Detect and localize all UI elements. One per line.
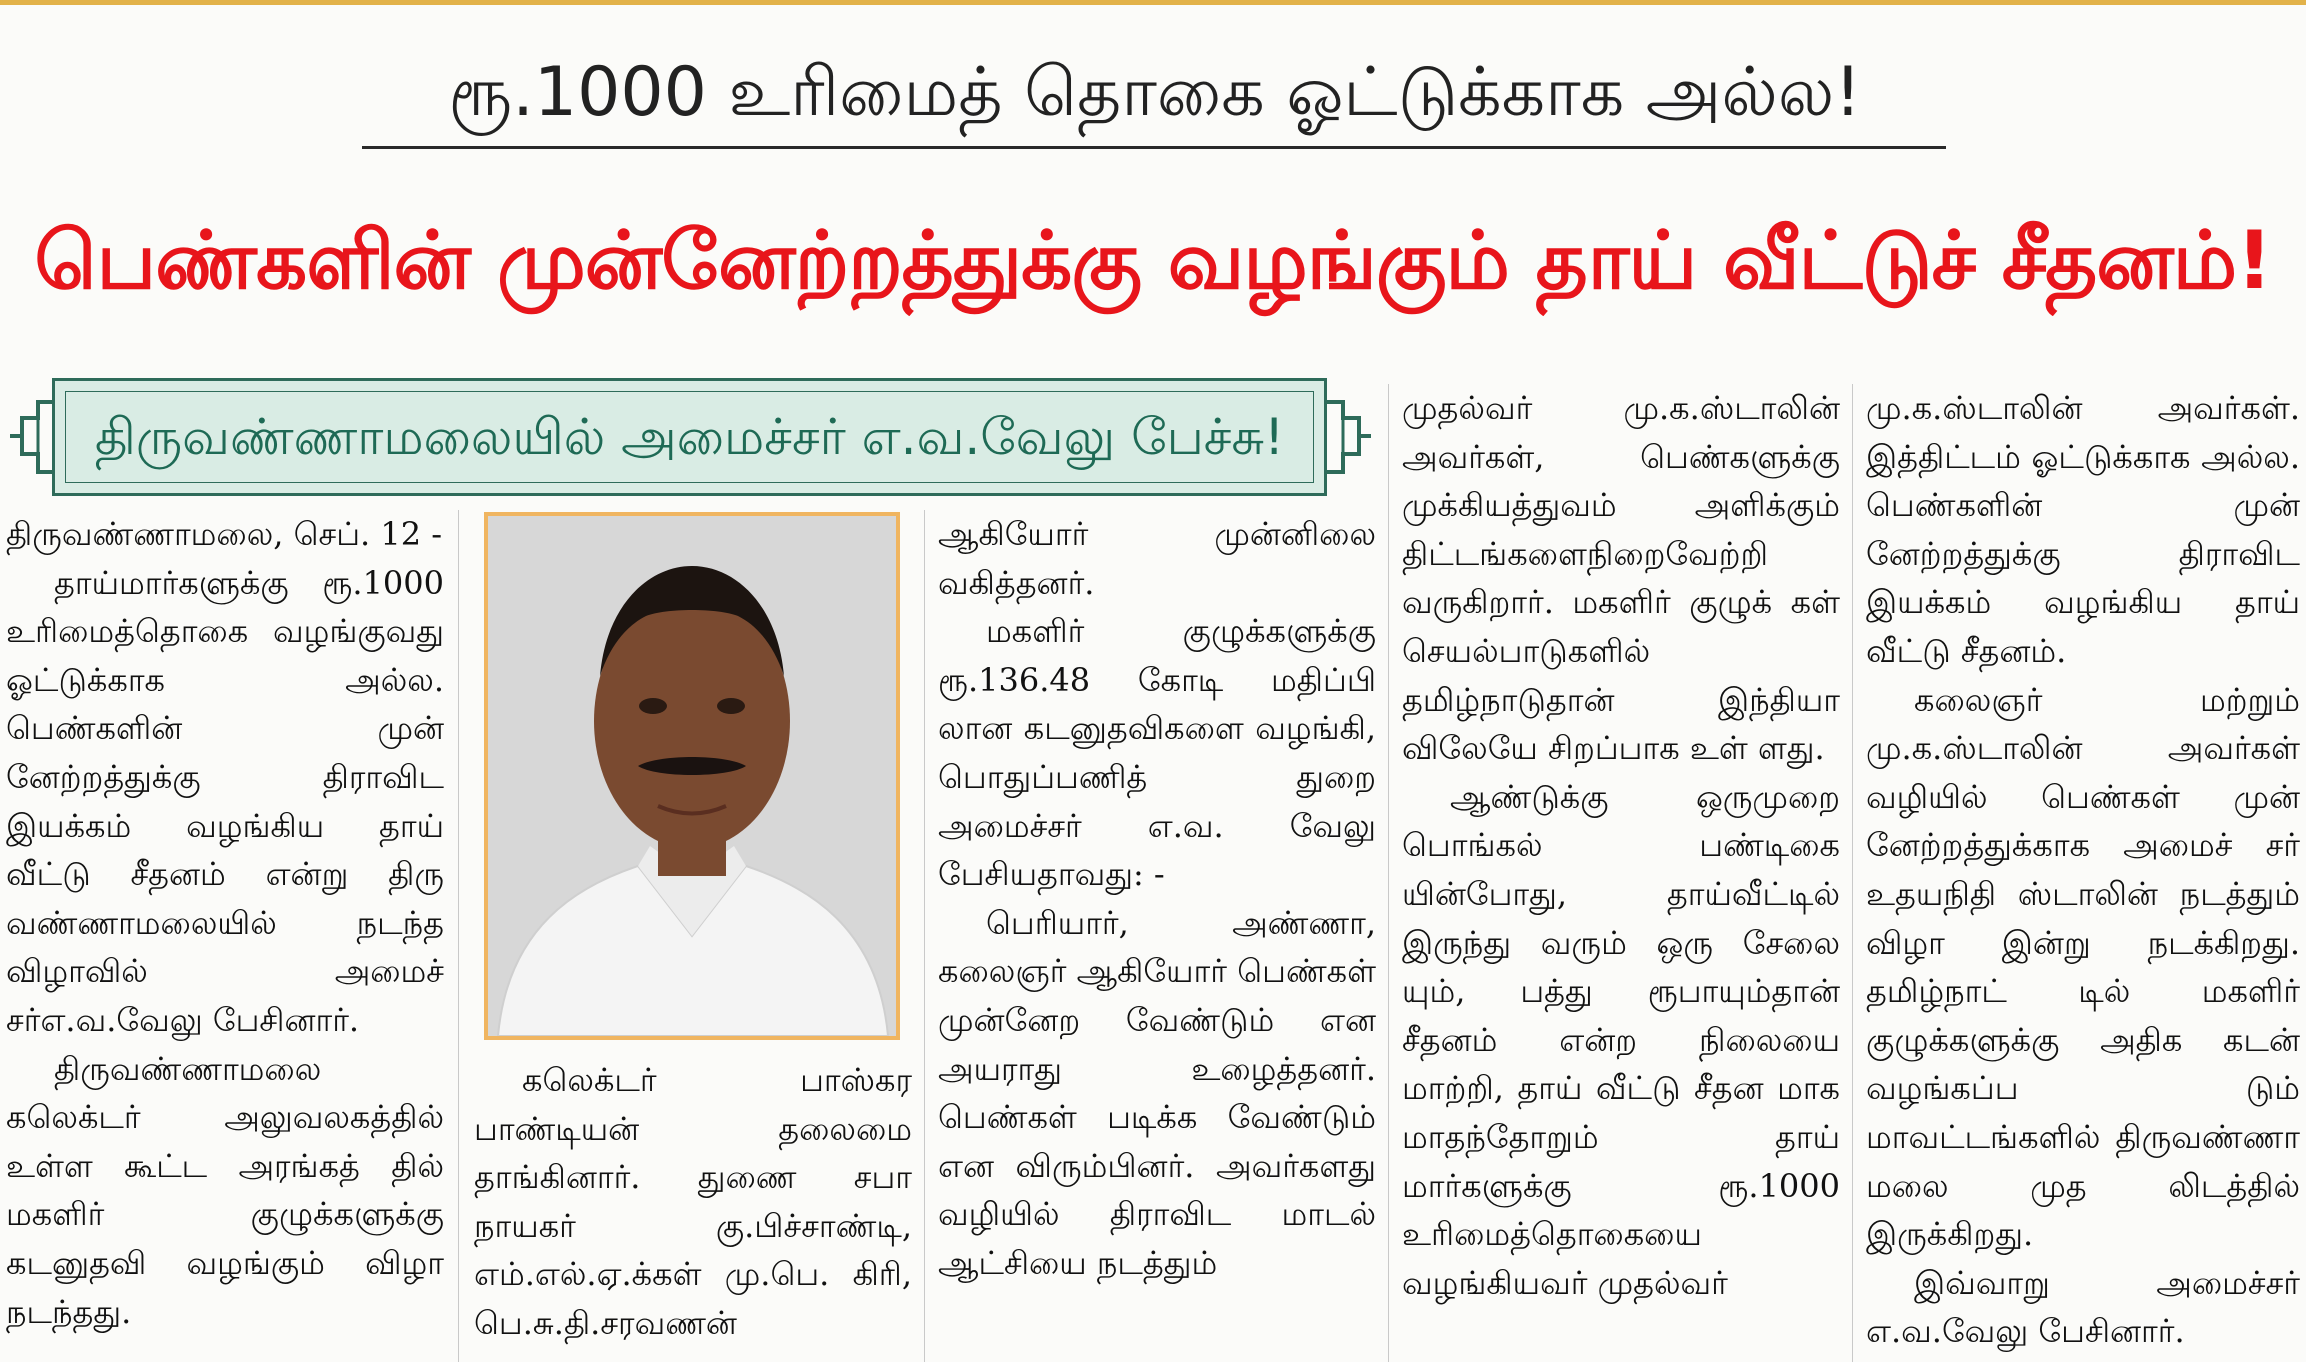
main-headline: பெண்களின் முன்னேற்றத்துக்கு வழங்கும் தாய் வீட்டுச் சீதனம்! bbox=[34, 214, 2272, 307]
dateline: திருவண்ணாமலை, செப். 12 - bbox=[6, 515, 443, 553]
article-column-4 bbox=[1402, 384, 1840, 1362]
column-divider bbox=[1388, 384, 1389, 1362]
kicker-headline: ரூ.1000 உரிமைத் தொகை ஓட்டுக்காக அல்ல! bbox=[448, 53, 1862, 132]
right-ornament-icon bbox=[1313, 396, 1373, 478]
subheading-text: திருவண்ணாமலையில் அமைச்சர் எ.வ.வேலு பேச்சு! bbox=[94, 408, 1285, 466]
paragraph: கலெக்டர் பாஸ்கர பாண்டியன் தலைமை தாங்கினார். துணை சபா நாயகர் கு.பிச்சாண்டி, எம்.எல்.ஏ.க்கள் மு.பெ. கிரி, பெ.சு.தி.சரவணன் bbox=[474, 1061, 912, 1342]
column-divider bbox=[924, 510, 925, 1362]
top-border-line bbox=[0, 0, 2306, 5]
portrait-photo bbox=[484, 512, 900, 1040]
column-divider bbox=[458, 510, 459, 1362]
subheading-ribbon bbox=[8, 378, 1373, 496]
article-column-3 bbox=[938, 510, 1376, 1362]
paragraph: பெரியார், அண்ணா, கலைஞர் ஆகியோர் பெண்கள் முன்னேற வேண்டும் என அயராது உழைத்தனர். பெண்கள் படிக்க வேண்டும் என விரும்பினர். அவர்களது வழியில் திராவிட மாடல் ஆட்சியை நடத்தும் bbox=[938, 903, 1376, 1282]
paragraph: ஆண்டுக்கு ஒருமுறை பொங்கல் பண்டிகை யின்போது, தாய்வீட்டில் இருந்து வரும் ஒரு சேலை யும், பத்து ரூபாயும்தான் சீதனம் என்ற நிலையை மாற்றி, தாய் வீட்டு சீதன மாக மாதந்தோறும் தாய் மார்களுக்கு ரூ.1000 உரிமைத்தொகையை வழங்கியவர் முதல்வர் bbox=[1402, 777, 1840, 1302]
article-column-2 bbox=[474, 1056, 912, 1362]
paragraph: மகளிர் குழுக்களுக்கு ரூ.136.48 கோடி மதிப்பி லான கடனுதவிகளை வழங்கி, பொதுப்பணித் துறை அமைச்சர் எ.வ. வேலு பேசியதாவது: - bbox=[938, 612, 1376, 894]
article-column-5 bbox=[1866, 384, 2300, 1362]
portrait-photo-icon bbox=[488, 516, 896, 1036]
column-divider bbox=[1852, 384, 1853, 1362]
paragraph: கலைஞர் மற்றும் மு.க.ஸ்டாலின் அவர்கள் வழியில் பெண்கள் முன் னேற்றத்துக்காக அமைச் சர் உதயநிதி ஸ்டாலின் நடத்தும் விழா இன்று நடக்கிறது. தமிழ்நாட் டில் மகளிர் குழுக்களுக்கு அதிக கடன் வழங்கப்ப டும் மாவட்டங்களில் திருவண்ணா மலை முத லிடத்தில் இருக்கிறது. bbox=[1866, 680, 2300, 1254]
paragraph: இவ்வாறு அமைச்சர் எ.வ.வேலு பேசினார். bbox=[1866, 1263, 2300, 1351]
paragraph: முதல்வர் மு.க.ஸ்டாலின் அவர்கள், பெண்களுக்கு முக்கியத்துவம் அளிக்கும் திட்டங்களைநிறைவேற்றி வருகிறார். மகளிர் குழுக் கள் செயல்பாடுகளில் தமிழ்நாடுதான் இந்தியா விலேயே சிறப்பாக உள் ளது. bbox=[1402, 389, 1840, 768]
paragraph: தாய்மார்களுக்கு ரூ.1000 உரிமைத்தொகை வழங்குவது ஓட்டுக்காக அல்ல. பெண்களின் முன் னேற்றத்துக்கு திராவிட இயக்கம் வழங்கிய தாய் வீட்டு சீதனம் என்று திரு வண்ணாமலையில் நடந்த விழாவில் அமைச் சர்எ.வ.வேலு பேசினார். bbox=[6, 563, 444, 1039]
article-column-1 bbox=[6, 510, 444, 1362]
kicker-underline bbox=[362, 146, 1946, 149]
paragraph: திருவண்ணாமலை கலெக்டர் அலுவலகத்தில் உள்ள கூட்ட அரங்கத் தில் மகளிர் குழுக்களுக்கு கடனுதவி வழங்கும் விழா நடந்தது. bbox=[6, 1049, 444, 1331]
paragraph: ஆகியோர் முன்னிலை வகித்தனர். bbox=[938, 515, 1376, 602]
paragraph: மு.க.ஸ்டாலின் அவர்கள். இத்திட்டம் ஓட்டுக்காக அல்ல. பெண்களின் முன் னேற்றத்துக்கு திராவிட இயக்கம் வழங்கிய தாய் வீட்டு சீதனம். bbox=[1866, 389, 2300, 670]
